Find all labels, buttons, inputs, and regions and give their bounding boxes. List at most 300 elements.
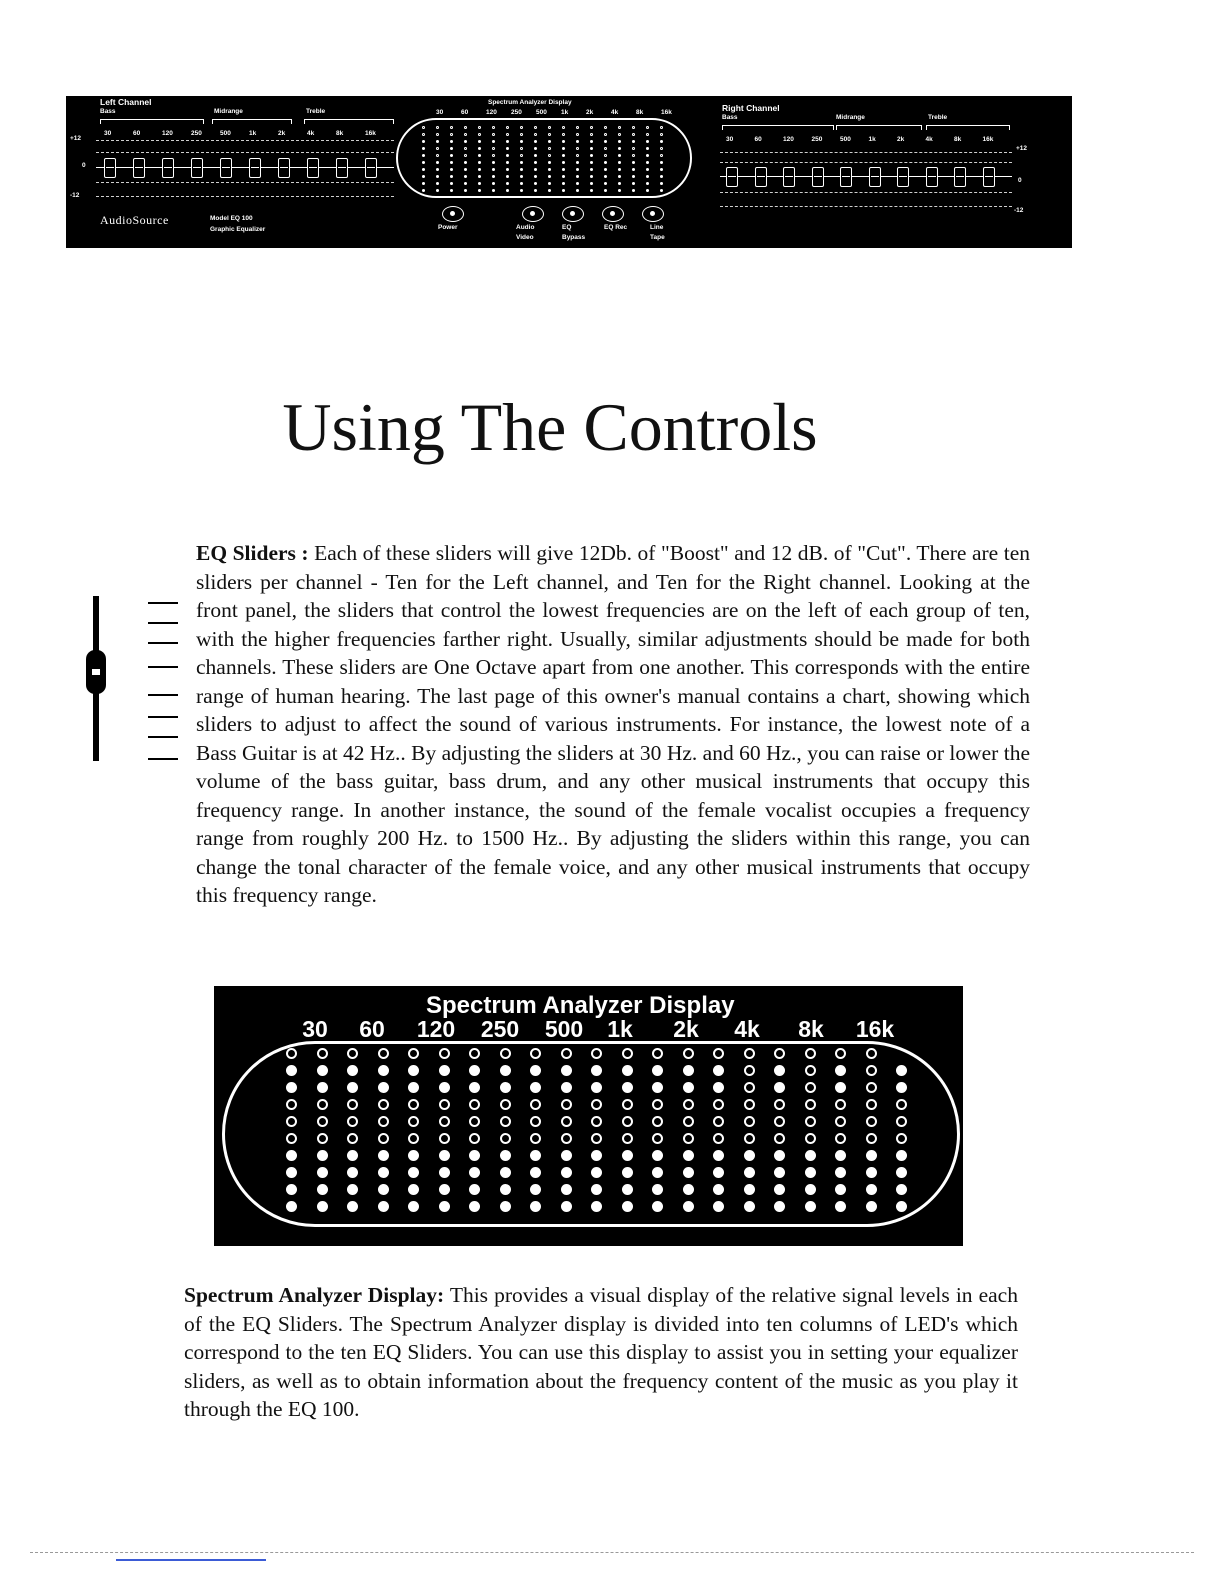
analyzer-led <box>866 1065 877 1076</box>
mini-led <box>590 140 593 143</box>
analyzer-led <box>378 1201 389 1212</box>
mini-led <box>604 140 607 143</box>
analyzer-led <box>866 1133 877 1144</box>
mini-led <box>464 168 467 171</box>
mini-led <box>562 133 565 136</box>
mini-led <box>450 126 453 129</box>
mini-led <box>520 140 523 143</box>
selector-eq: EQ <box>562 224 572 231</box>
analyzer-led <box>622 1065 633 1076</box>
right-eq-slider-0[interactable] <box>726 167 738 187</box>
mini-led <box>576 133 579 136</box>
analyzer-led <box>652 1082 663 1093</box>
mini-led <box>660 126 663 129</box>
selector-eq-rec: EQ Rec <box>604 224 628 231</box>
analyzer-led <box>347 1201 358 1212</box>
analyzer-led <box>408 1065 419 1076</box>
mini-led <box>646 126 649 129</box>
analyzer-led <box>744 1133 755 1144</box>
left-channel-title: Left Channel <box>100 97 152 107</box>
eq-bypass-button[interactable] <box>562 206 584 222</box>
analyzer-led <box>713 1099 724 1110</box>
mini-led <box>520 154 523 157</box>
mini-led <box>422 168 425 171</box>
left-freq-label-1: 60 <box>133 130 141 137</box>
analyzer-led <box>896 1201 907 1212</box>
mini-led <box>576 189 579 192</box>
mini-freq-label-0: 30 <box>436 109 444 116</box>
mini-led <box>548 133 551 136</box>
analyzer-led <box>835 1065 846 1076</box>
mini-led <box>534 147 537 150</box>
analyzer-led <box>378 1184 389 1195</box>
left-eq-slider-2[interactable] <box>162 158 174 178</box>
right-band-midrange: Midrange <box>836 114 865 121</box>
left-band-midrange: Midrange <box>214 108 243 115</box>
analyzer-led <box>469 1048 480 1059</box>
analyzer-led <box>591 1082 602 1093</box>
mini-led <box>506 147 509 150</box>
left-freq-label-6: 2k <box>278 130 286 137</box>
mini-led <box>576 140 579 143</box>
left-eq-slider-4[interactable] <box>220 158 232 178</box>
analyzer-led <box>622 1133 633 1144</box>
analyzer-led <box>652 1099 663 1110</box>
analyzer-led <box>378 1167 389 1178</box>
mini-led <box>576 154 579 157</box>
mini-led <box>604 147 607 150</box>
analyzer-led <box>378 1082 389 1093</box>
analyzer-led <box>408 1150 419 1161</box>
mini-led <box>548 161 551 164</box>
right-eq-slider-9[interactable] <box>983 167 995 187</box>
analyzer-led <box>713 1201 724 1212</box>
analyzer-led <box>713 1048 724 1059</box>
mini-led <box>520 182 523 185</box>
page-title: Using The Controls <box>282 389 818 465</box>
mini-led <box>562 161 565 164</box>
analyzer-led <box>622 1116 633 1127</box>
analyzer-led <box>561 1184 572 1195</box>
analyzer-led <box>469 1133 480 1144</box>
right-eq-slider-1[interactable] <box>755 167 767 187</box>
mini-led <box>450 175 453 178</box>
mini-led <box>450 168 453 171</box>
eq-sliders-lead: EQ Sliders : <box>196 541 309 565</box>
analyzer-led <box>683 1099 694 1110</box>
mini-led <box>632 175 635 178</box>
mini-led <box>520 147 523 150</box>
mini-led <box>436 133 439 136</box>
mini-led <box>590 168 593 171</box>
right-freq-label-2: 120 <box>783 136 794 143</box>
mini-led <box>604 168 607 171</box>
spectrum-analyzer-illustration <box>214 986 963 1246</box>
analyzer-led <box>866 1116 877 1127</box>
left-freq-label-8: 8k <box>336 130 344 137</box>
right-channel-title: Right Channel <box>722 103 780 113</box>
analyzer-led <box>774 1065 785 1076</box>
mini-led <box>506 140 509 143</box>
mini-led <box>492 133 495 136</box>
footer-rule <box>30 1552 1194 1553</box>
analyzer-led <box>805 1065 816 1076</box>
mini-led <box>604 182 607 185</box>
analyzer-led <box>286 1201 297 1212</box>
analyzer-led <box>530 1201 541 1212</box>
analyzer-led <box>835 1201 846 1212</box>
analyzer-freq-label-2: 120 <box>416 1016 456 1042</box>
mini-led <box>660 154 663 157</box>
analyzer-led <box>408 1133 419 1144</box>
right-eq-slider-3[interactable] <box>812 167 824 187</box>
analyzer-led <box>530 1065 541 1076</box>
left-freq-label-2: 120 <box>162 130 173 137</box>
left-freq-label-3: 250 <box>191 130 202 137</box>
mini-freq-label-7: 4k <box>611 109 619 116</box>
analyzer-led <box>835 1048 846 1059</box>
analyzer-led <box>744 1048 755 1059</box>
mini-led <box>478 133 481 136</box>
analyzer-led <box>347 1065 358 1076</box>
analyzer-freq-label-0: 30 <box>302 1016 328 1042</box>
mini-led <box>548 147 551 150</box>
analyzer-title: Spectrum Analyzer Display <box>426 992 735 1019</box>
mini-led <box>478 154 481 157</box>
analyzer-led <box>469 1201 480 1212</box>
analyzer-led <box>622 1167 633 1178</box>
left-scale-bottom: -12 <box>70 192 80 199</box>
mini-led <box>618 147 621 150</box>
mini-led <box>478 147 481 150</box>
mini-led <box>632 168 635 171</box>
left-freq-label-9: 16k <box>365 130 376 137</box>
right-eq-slider-7[interactable] <box>926 167 938 187</box>
right-freq-label-3: 250 <box>811 136 823 143</box>
left-eq-slider-8[interactable] <box>336 158 348 178</box>
analyzer-led <box>561 1150 572 1161</box>
analyzer-led <box>347 1184 358 1195</box>
analyzer-led <box>652 1116 663 1127</box>
analyzer-led <box>317 1082 328 1093</box>
analyzer-led <box>469 1065 480 1076</box>
line-tape-button[interactable] <box>642 206 664 222</box>
analyzer-led <box>835 1082 846 1093</box>
analyzer-led <box>805 1082 816 1093</box>
right-freq-label-0: 30 <box>726 136 734 143</box>
mini-led <box>506 133 509 136</box>
mini-led <box>478 175 481 178</box>
mini-freq-label-9: 16k <box>661 109 672 116</box>
selector-tape: Tape <box>650 234 665 241</box>
mini-led <box>646 140 649 143</box>
mini-led <box>436 140 439 143</box>
analyzer-led <box>439 1116 450 1127</box>
left-eq-slider-5[interactable] <box>249 158 261 178</box>
mini-led <box>492 189 495 192</box>
analyzer-led <box>317 1150 328 1161</box>
mini-led <box>534 154 537 157</box>
analyzer-freq-label-1: 60 <box>359 1016 385 1042</box>
mini-led <box>604 175 607 178</box>
left-eq-slider-9[interactable] <box>365 158 377 178</box>
analyzer-led <box>530 1048 541 1059</box>
mini-led <box>422 175 425 178</box>
analyzer-led <box>439 1048 450 1059</box>
mini-freq-label-1: 60 <box>461 109 469 116</box>
right-freq-label-4: 500 <box>840 136 851 143</box>
analyzer-led <box>835 1116 846 1127</box>
analyzer-led <box>622 1184 633 1195</box>
analyzer-led <box>286 1065 297 1076</box>
right-eq-slider-2[interactable] <box>783 167 795 187</box>
power-label: Power <box>438 224 458 231</box>
analyzer-led <box>439 1099 450 1110</box>
mini-led <box>422 126 425 129</box>
analyzer-led <box>622 1099 633 1110</box>
mini-led <box>660 133 663 136</box>
analyzer-led <box>561 1048 572 1059</box>
analyzer-led <box>835 1150 846 1161</box>
mini-led <box>590 189 593 192</box>
mini-led <box>660 175 663 178</box>
analyzer-led <box>774 1184 785 1195</box>
mini-led <box>464 161 467 164</box>
analyzer-led <box>439 1133 450 1144</box>
analyzer-led <box>805 1133 816 1144</box>
mini-led <box>492 168 495 171</box>
analyzer-led <box>683 1167 694 1178</box>
analyzer-led <box>286 1150 297 1161</box>
mini-display-title: Spectrum Analyzer Display <box>488 99 572 106</box>
right-eq-slider-4[interactable] <box>840 167 852 187</box>
mini-led <box>562 154 565 157</box>
mini-led <box>464 140 467 143</box>
analyzer-led <box>561 1082 572 1093</box>
mini-led <box>492 147 495 150</box>
mini-led <box>534 182 537 185</box>
mini-freq-label-2: 120 <box>486 109 497 116</box>
analyzer-led <box>317 1065 328 1076</box>
mini-led <box>422 154 425 157</box>
mini-led <box>576 182 579 185</box>
mini-led <box>632 154 635 157</box>
mini-led <box>548 154 551 157</box>
mini-led <box>436 189 439 192</box>
left-freq-label-7: 4k <box>307 130 315 137</box>
analyzer-led <box>591 1116 602 1127</box>
analyzer-led <box>896 1065 907 1076</box>
mini-led <box>576 168 579 171</box>
mini-freq-label-3: 250 <box>511 109 522 116</box>
mini-led <box>660 168 663 171</box>
mini-led <box>436 126 439 129</box>
mini-led <box>436 168 439 171</box>
analyzer-led <box>835 1167 846 1178</box>
model-name: Model EQ 100 <box>210 215 253 222</box>
mini-led <box>478 140 481 143</box>
analyzer-led <box>347 1167 358 1178</box>
analyzer-led <box>744 1167 755 1178</box>
analyzer-led <box>805 1167 816 1178</box>
mini-led <box>562 189 565 192</box>
analyzer-led <box>713 1082 724 1093</box>
analyzer-led <box>835 1133 846 1144</box>
analyzer-led <box>866 1201 877 1212</box>
audio-video-button[interactable] <box>522 206 544 222</box>
mini-led <box>576 126 579 129</box>
right-eq-slider-6[interactable] <box>897 167 909 187</box>
right-freq-label-5: 1k <box>868 136 876 143</box>
mini-led <box>422 182 425 185</box>
analyzer-led <box>439 1082 450 1093</box>
mini-led <box>618 182 621 185</box>
right-scale-bottom: -12 <box>1014 207 1024 214</box>
analyzer-led <box>347 1133 358 1144</box>
mini-led <box>590 175 593 178</box>
mini-led <box>632 126 635 129</box>
mini-led <box>492 140 495 143</box>
analyzer-led <box>439 1184 450 1195</box>
analyzer-led <box>713 1150 724 1161</box>
mini-led <box>450 154 453 157</box>
mini-led <box>562 182 565 185</box>
mini-led <box>632 140 635 143</box>
right-band-bass: Bass <box>722 114 738 121</box>
left-eq-slider-1[interactable] <box>133 158 145 178</box>
analyzer-led <box>591 1065 602 1076</box>
spectrum-lead: Spectrum Analyzer Display: <box>184 1283 445 1307</box>
analyzer-led <box>469 1082 480 1093</box>
analyzer-led <box>530 1099 541 1110</box>
analyzer-led <box>774 1133 785 1144</box>
analyzer-led <box>744 1116 755 1127</box>
analyzer-led <box>530 1116 541 1127</box>
analyzer-led <box>591 1184 602 1195</box>
analyzer-led <box>408 1116 419 1127</box>
analyzer-led <box>896 1167 907 1178</box>
analyzer-led <box>805 1184 816 1195</box>
mini-led <box>506 175 509 178</box>
mini-led <box>520 168 523 171</box>
analyzer-led <box>378 1133 389 1144</box>
mini-led <box>604 126 607 129</box>
mini-freq-label-6: 2k <box>586 109 594 116</box>
mini-led <box>520 126 523 129</box>
analyzer-led <box>683 1116 694 1127</box>
mini-led <box>590 147 593 150</box>
analyzer-led <box>805 1201 816 1212</box>
analyzer-led <box>866 1099 877 1110</box>
mini-led <box>632 189 635 192</box>
analyzer-led <box>591 1150 602 1161</box>
mini-led <box>492 126 495 129</box>
mini-led <box>478 182 481 185</box>
left-eq-slider-0[interactable] <box>104 158 116 178</box>
analyzer-led <box>530 1133 541 1144</box>
analyzer-led <box>591 1133 602 1144</box>
analyzer-led <box>317 1116 328 1127</box>
analyzer-led <box>866 1150 877 1161</box>
mini-led <box>618 161 621 164</box>
analyzer-led <box>652 1048 663 1059</box>
analyzer-led <box>500 1133 511 1144</box>
right-eq-slider-5[interactable] <box>869 167 881 187</box>
mini-led <box>590 182 593 185</box>
mini-led <box>450 147 453 150</box>
analyzer-led <box>713 1167 724 1178</box>
analyzer-led <box>286 1082 297 1093</box>
analyzer-led <box>713 1133 724 1144</box>
mini-led <box>436 154 439 157</box>
analyzer-led <box>774 1201 785 1212</box>
mini-led <box>520 189 523 192</box>
mini-led <box>534 168 537 171</box>
analyzer-led <box>500 1116 511 1127</box>
mini-display-window <box>396 118 692 198</box>
mini-led <box>632 182 635 185</box>
mini-led <box>534 133 537 136</box>
mini-led <box>562 126 565 129</box>
analyzer-led <box>896 1082 907 1093</box>
mini-led <box>590 133 593 136</box>
left-eq-slider-7[interactable] <box>307 158 319 178</box>
analyzer-led <box>774 1048 785 1059</box>
mini-led <box>464 189 467 192</box>
mini-led <box>534 189 537 192</box>
analyzer-led <box>896 1133 907 1144</box>
analyzer-led <box>622 1082 633 1093</box>
right-freq-label-9: 16k <box>982 136 994 143</box>
mini-led <box>422 133 425 136</box>
right-band-treble: Treble <box>928 114 948 121</box>
right-eq-slider-8[interactable] <box>954 167 966 187</box>
analyzer-led <box>439 1201 450 1212</box>
mini-led <box>464 133 467 136</box>
power-button[interactable] <box>442 206 464 222</box>
mini-led <box>646 182 649 185</box>
analyzer-freq-label-4: 500 <box>544 1016 584 1042</box>
mini-led <box>562 147 565 150</box>
mini-led <box>436 147 439 150</box>
selector-audio: Audio <box>516 224 535 231</box>
left-eq-slider-3[interactable] <box>191 158 203 178</box>
analyzer-freq-label-7: 4k <box>734 1016 760 1042</box>
analyzer-led <box>622 1201 633 1212</box>
mini-led <box>506 154 509 157</box>
mini-led <box>464 154 467 157</box>
left-eq-slider-6[interactable] <box>278 158 290 178</box>
left-band-bass: Bass <box>100 108 116 115</box>
analyzer-led <box>500 1167 511 1178</box>
mini-led <box>660 147 663 150</box>
analyzer-led <box>317 1201 328 1212</box>
mini-freq-label-4: 500 <box>536 109 547 116</box>
right-freq-label-8: 8k <box>954 136 962 143</box>
mini-led <box>422 147 425 150</box>
analyzer-led <box>347 1082 358 1093</box>
eq-rec-button[interactable] <box>602 206 624 222</box>
selector-video: Video <box>516 234 534 241</box>
selector-line: Line <box>650 224 664 231</box>
analyzer-led <box>866 1082 877 1093</box>
eq-sliders-paragraph <box>196 539 1030 910</box>
mini-led <box>646 161 649 164</box>
analyzer-led <box>683 1133 694 1144</box>
analyzer-led <box>683 1184 694 1195</box>
analyzer-freq-label-9: 16k <box>855 1016 895 1042</box>
analyzer-led <box>500 1048 511 1059</box>
